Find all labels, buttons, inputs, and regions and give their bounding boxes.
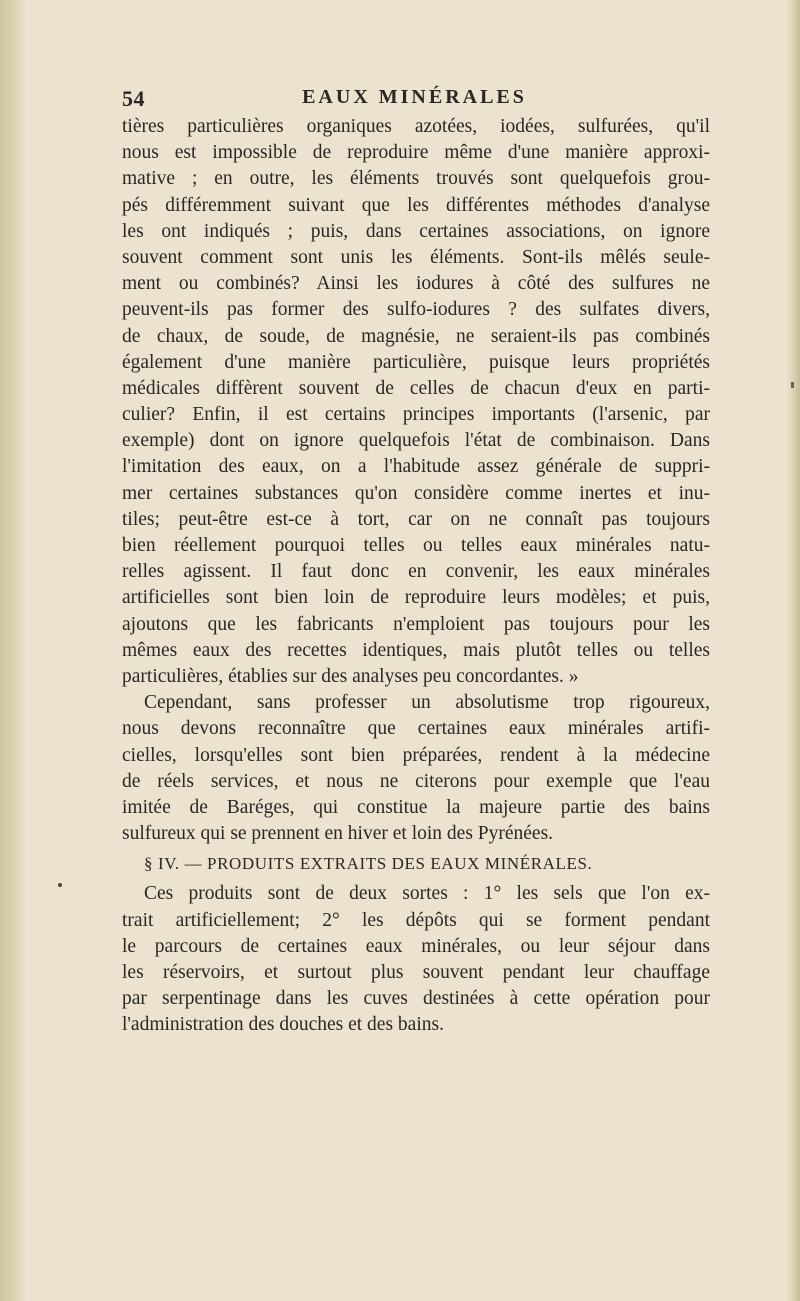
text-line: également d'une manière particulière, puisque leurs propriétés [122, 351, 710, 373]
text-line: de réels services, et nous ne citerons pour exemple que l'eau [122, 770, 710, 792]
text-line: relles agissent. Il faut donc en convenir, les eaux minérales [122, 561, 710, 583]
text-line: les réservoirs, et surtout plus souvent pendant leur chauffage [122, 962, 710, 983]
text-line: ment ou combinés? Ainsi les iodures à côté des sulfures ne [122, 273, 710, 295]
text-line: trait artificiellement; 2° les dépôts qui se forment pendant [122, 909, 710, 931]
text-line: tières particulières organiques azotées, iodées, sulfurées, qu'il [122, 116, 710, 137]
body-text [122, 114, 710, 1039]
text-line: artificielles sont bien loin de reproduire leurs modèles; et puis, [122, 587, 710, 609]
running-title: EAUX MINÉRALES [302, 86, 527, 108]
text-line: de chaux, de soude, de magnésie, ne seraient-ils pas combinés [122, 325, 710, 347]
text-line: médicales diffèrent souvent de celles de chacun d'eux en parti- [122, 377, 710, 399]
page-header [122, 86, 707, 116]
text-line: par serpentinage dans les cuves destinées à cette opération pour [122, 988, 710, 1010]
text-line: culier? Enfin, il est certains principes importants (l'arsenic, par [122, 404, 710, 426]
text-line: nous est impossible de reproduire même d'une manière approxi- [122, 142, 710, 164]
text-line: sulfureux qui se prennent en hiver et loin des Pyrénées. [122, 823, 554, 845]
text-line: le parcours de certaines eaux minérales, ou leur séjour dans [122, 935, 710, 957]
text-line: mer certaines substances qu'on considère comme inertes et inu- [122, 482, 710, 504]
text-line: nous devons reconnaître que certaines eaux minérales artifi- [122, 718, 710, 740]
text-line: souvent comment sont unis les éléments. Sont-ils mêlés seule- [122, 246, 710, 268]
text-line: pés différemment suivant que les différentes méthodes d'analyse [122, 194, 710, 216]
page-edge-shadow-right [786, 0, 800, 1301]
margin-speck [58, 883, 62, 887]
text-line: tiles; peut-être est-ce à tort, car on ne connaît pas toujours [122, 508, 710, 530]
text-line: les ont indiqués ; puis, dans certaines associations, on ignore [122, 220, 710, 242]
text-line: Ces produits sont de deux sortes : 1° les sels que l'on ex- [144, 883, 710, 905]
section-heading: § IV. — PRODUITS EXTRAITS DES EAUX MINÉRALES. [144, 854, 593, 874]
margin-speck [791, 382, 794, 388]
text-line: peuvent-ils pas former des sulfo-iodures ? des sulfates divers, [122, 299, 710, 321]
text-line: cielles, lorsqu'elles sont bien préparées, rendent à la médecine [122, 744, 710, 766]
text-line: bien réellement pourquoi telles ou telles eaux minérales natu- [122, 535, 710, 556]
text-line: Cependant, sans professer un absolutisme trop rigoureux, [144, 692, 710, 714]
text-line: particulières, établies sur des analyses peu concordantes. » [122, 665, 579, 687]
page-edge-shadow-left [0, 0, 26, 1301]
text-line: l'imitation des eaux, on a l'habitude assez générale de suppri- [122, 456, 710, 478]
text-line: mêmes eaux des recettes identiques, mais plutôt telles ou telles [122, 639, 710, 661]
text-line: l'administration des douches et des bains. [122, 1014, 444, 1036]
text-line: ajoutons que les fabricants n'emploient pas toujours pour les [122, 613, 710, 635]
page-number: 54 [122, 86, 145, 111]
text-line: exemple) dont on ignore quelquefois l'état de combinaison. Dans [122, 430, 710, 452]
text-line: mative ; en outre, les éléments trouvés sont quelquefois grou- [122, 168, 710, 190]
text-line: imitée de Baréges, qui constitue la majeure partie des bains [122, 796, 710, 818]
